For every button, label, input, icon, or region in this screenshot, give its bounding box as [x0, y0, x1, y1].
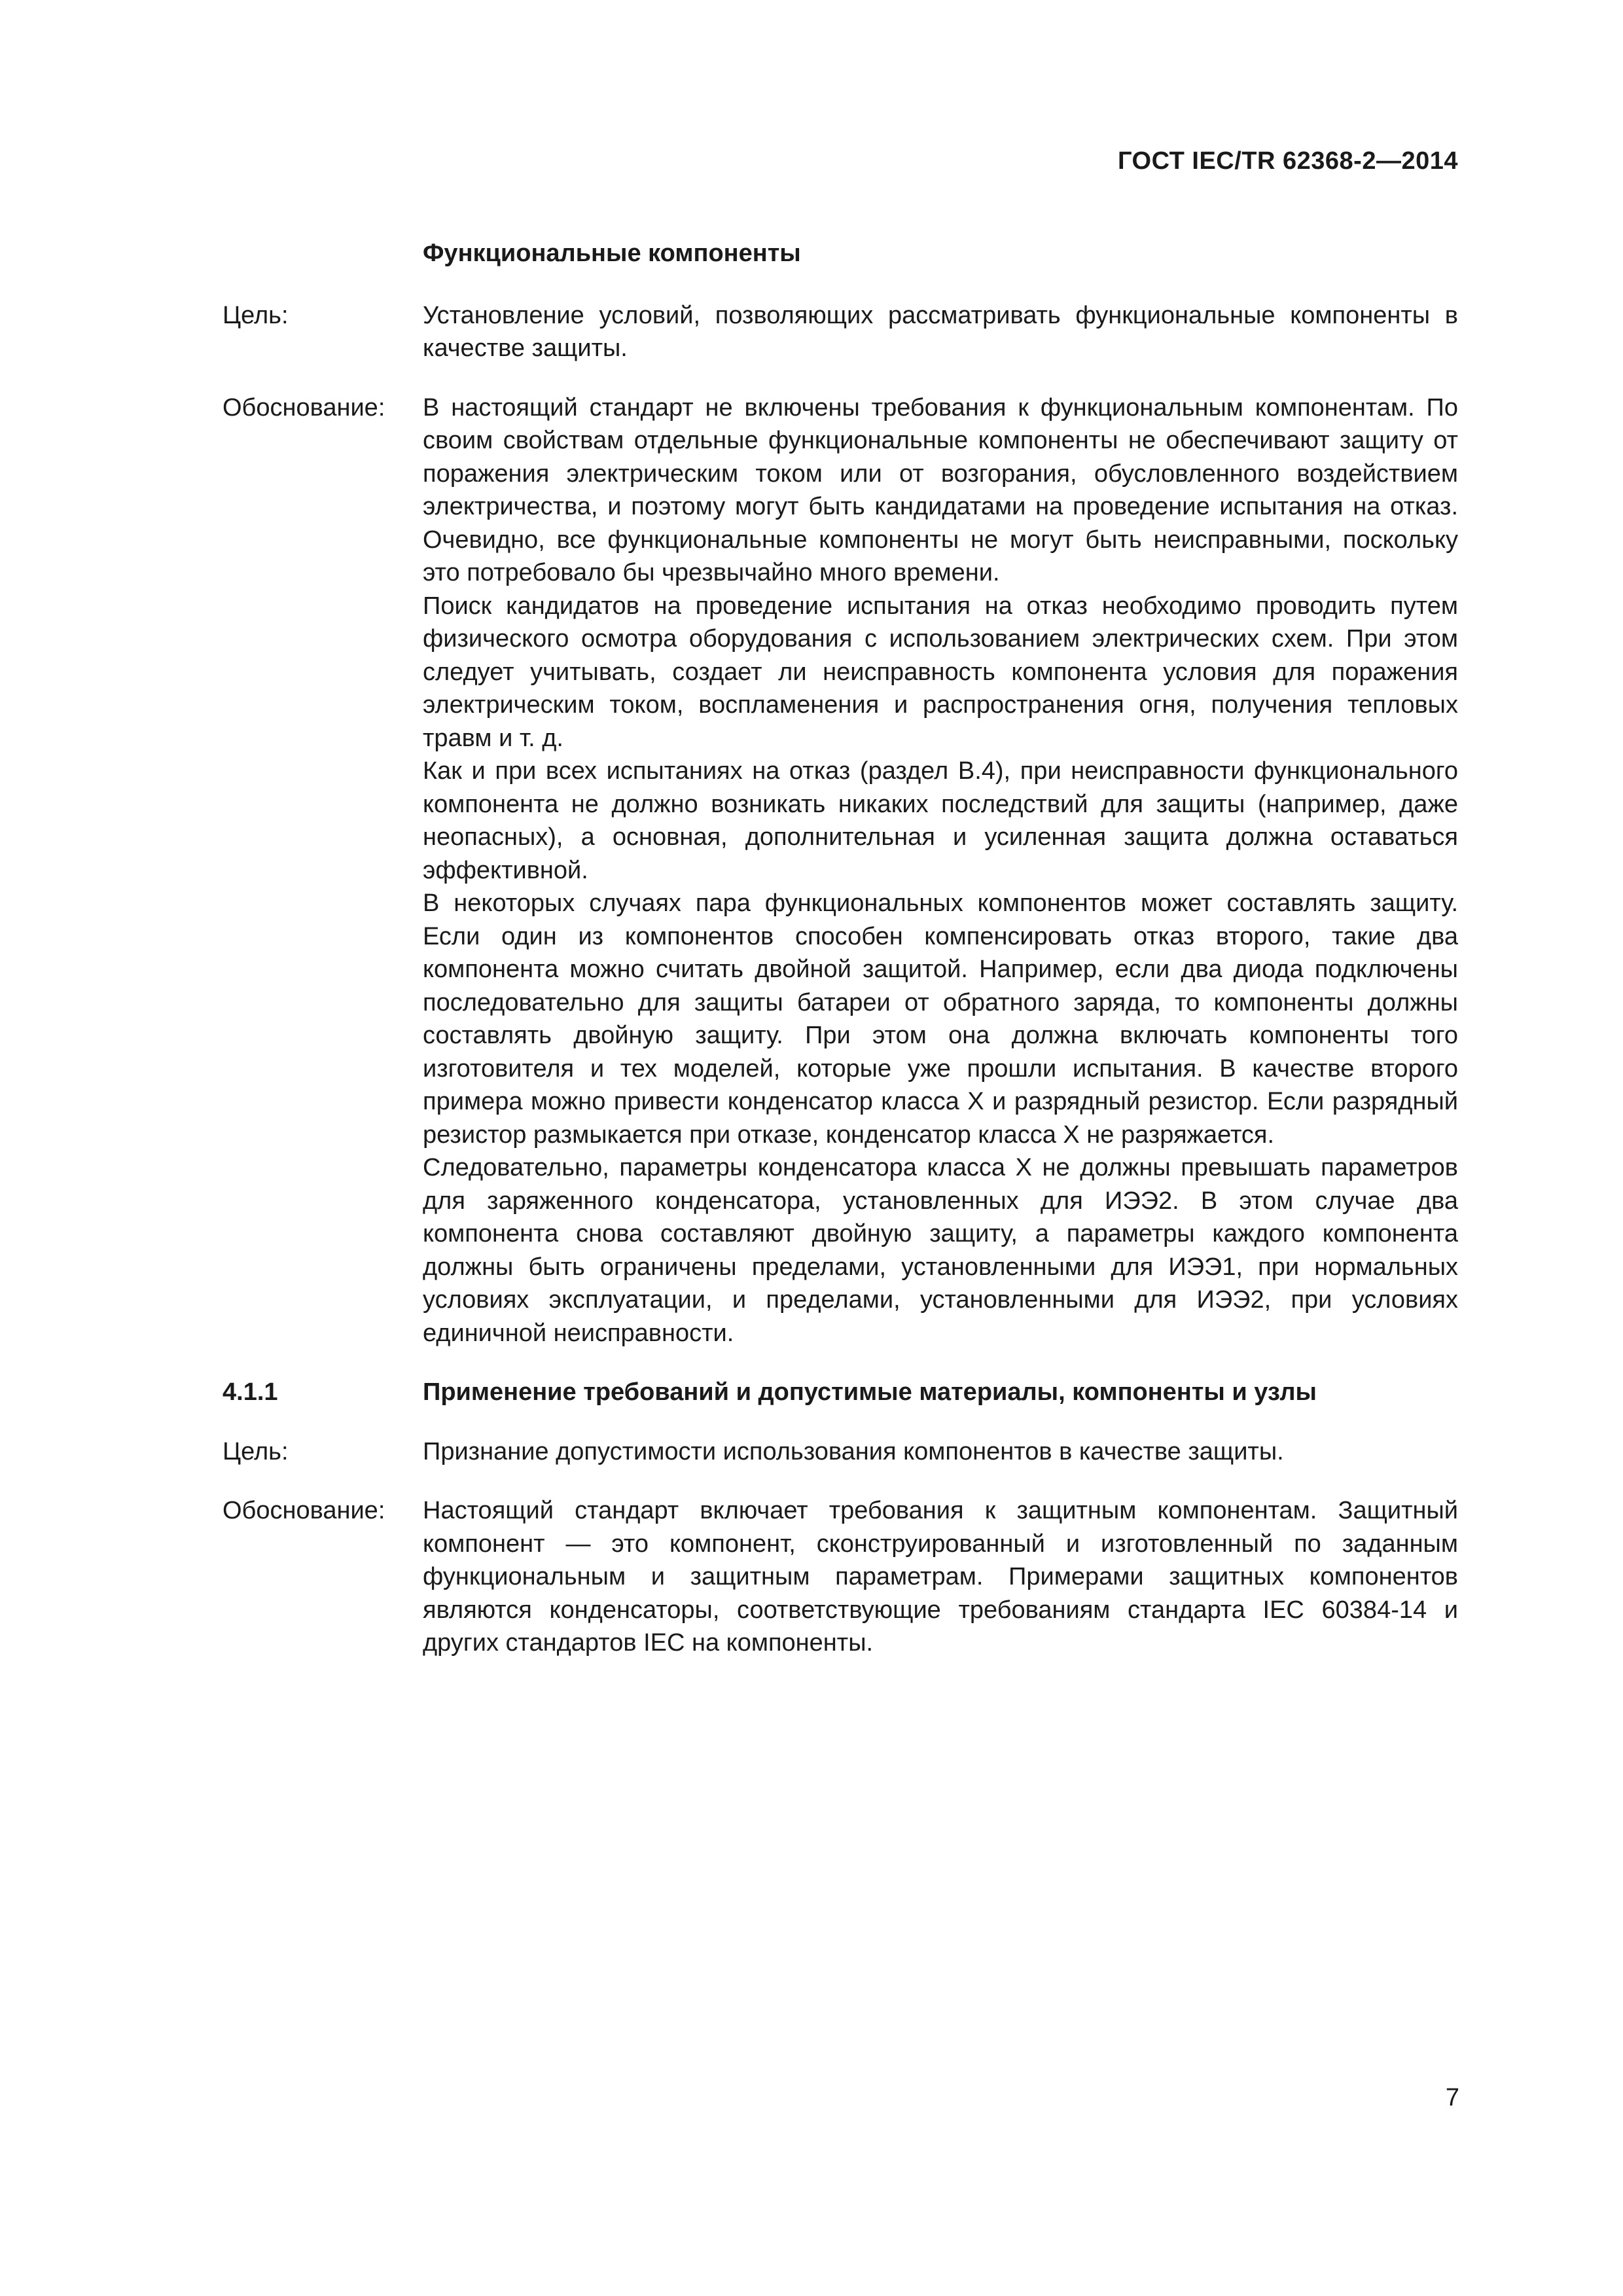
- rationale-paragraph: В настоящий стандарт не включены требования к функциональным компонентам. По своим свойствам отдельные функциональные компоненты не обеспечивают защиту от поражения электрическим током или от возгорания, обусловленного воздействием электричества, и поэтому могут быть кандидатами на проведение испытания на отказ. Очевидно, все функциональные компоненты не могут быть неисправными, поскольку это потребовало бы чрезвычайно много времени.: [423, 393, 1458, 586]
- purpose-label: Цель:: [223, 1437, 289, 1465]
- purpose-row: [223, 299, 1458, 365]
- rationale-label: Обоснование:: [223, 393, 385, 422]
- purpose-text: Установление условий, позволяющих рассматривать функциональные компоненты в качестве защиты.: [423, 301, 1458, 362]
- rationale-paragraph: Следовательно, параметры конденсатора класса X не должны превышать параметров для заряженного конденсатора, установленных для ИЭЭ2. В этом случае два компонента снова составляют двойную защиту, а параметры каждого компонента должны быть ограничены пределами, установленными для ИЭЭ1, при нормальных условиях эксплуатации, и пределами, установленными для ИЭЭ2, при условиях единичной неисправности.: [423, 1154, 1458, 1347]
- purpose-row: [223, 1435, 1458, 1469]
- clause-number: 4.1.1: [223, 1378, 278, 1406]
- rationale-paragraph: Как и при всех испытаниях на отказ (раздел В.4), при неисправности функционального компонента не должно возникать никаких последствий для защиты (например, даже неопасных), а основная, дополнительная и усиленная защита должна оставаться эффективной.: [423, 757, 1458, 884]
- purpose-text: Признание допустимости использования компонентов в качестве защиты.: [423, 1437, 1284, 1465]
- rationale-row: [223, 391, 1458, 1350]
- page-number: 7: [1445, 2084, 1459, 2111]
- document-header: ГОСТ IEC/TR 62368-2—2014: [1118, 147, 1458, 175]
- clause-heading-row: [223, 1376, 1458, 1409]
- rationale-body: [423, 391, 1458, 1350]
- rationale-text: Настоящий стандарт включает требования к защитным компонентам. Защитный компонент — это компонент, сконструированный и изготовленный по заданным функциональным и защитным параметрам. Примерами защитных компонентов являются конденсаторы, соответствующие требованиям стандарта IEC 60384-14 и других стандартов IEC на компоненты.: [423, 1497, 1458, 1657]
- rationale-label: Обоснование:: [223, 1497, 385, 1524]
- rationale-row: [223, 1494, 1458, 1660]
- clause-title: Применение требований и допустимые материалы, компоненты и узлы: [423, 1378, 1317, 1406]
- rationale-paragraph: Поиск кандидатов на проведение испытания на отказ необходимо проводить путем физического осмотра оборудования с использованием электрических схем. При этом следует учитывать, создает ли неисправность компонента условия для поражения электрическим током, воспламенения и распространения огня, получения тепловых травм и т. д.: [423, 592, 1458, 752]
- section-title-functional-components: Функциональные компоненты: [423, 240, 801, 267]
- rationale-paragraph: В некоторых случаях пара функциональных компонентов может составлять защиту. Если один из компонентов способен компенсировать отказ второго, такие два компонента можно считать двойной защитой. Например, если два диода подключены последовательно для защиты батареи от обратного заряда, то компоненты должны составлять двойную защиту. При этом она должна включать компоненты того изготовителя и тех моделей, которые уже прошли испытания. В качестве второго примера можно привести конденсатор класса X и разрядный резистор. Если разрядный резистор размыкается при отказе, конденсатор класса X не разряжается.: [423, 889, 1458, 1149]
- page-content: [223, 237, 1458, 1660]
- purpose-label: Цель:: [223, 301, 289, 329]
